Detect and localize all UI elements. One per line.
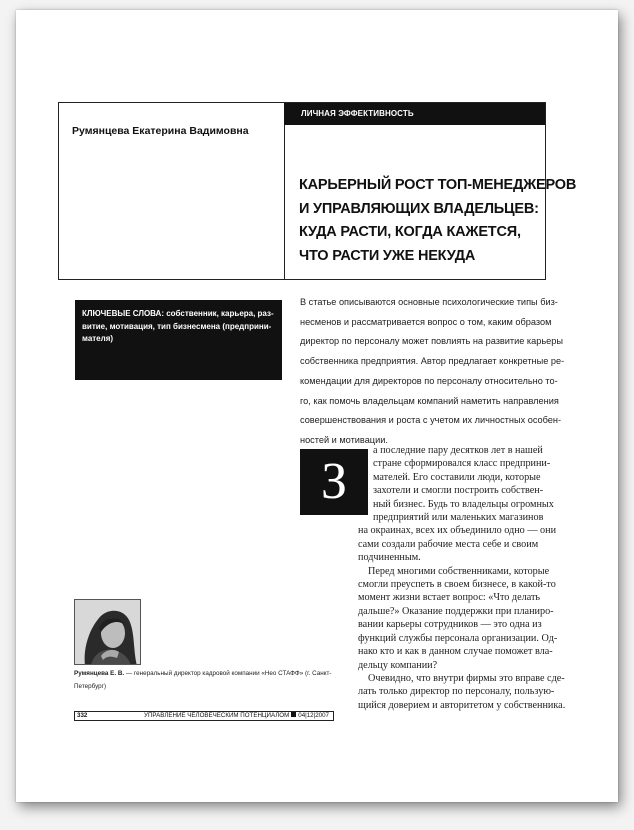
body-line: Перед многими собственниками, которые bbox=[368, 565, 550, 577]
magazine-title: УПРАВЛЕНИЕ ЧЕЛОВЕЧЕСКИМ ПОТЕНЦИАЛОМ bbox=[144, 712, 290, 719]
author-caption bbox=[74, 667, 339, 693]
body-line: мателей. Его составили люди, которые bbox=[373, 471, 541, 483]
body-line: функций службы персонала организации. Од- bbox=[358, 632, 558, 644]
abstract-line: ностей и мотивации. bbox=[300, 434, 388, 445]
body-line: подчиненным. bbox=[358, 552, 421, 564]
abstract-line: го, как помочь владельцам компаний наметить направления bbox=[300, 395, 559, 406]
body-line: вании карьеры сотрудников — это одна из bbox=[358, 619, 542, 631]
title-line: ЧТО РАСТИ УЖЕ НЕКУДА bbox=[299, 247, 476, 264]
square-bullet-icon bbox=[291, 712, 296, 717]
title-line: И УПРАВЛЯЮЩИХ ВЛАДЕЛЬЦЕВ: bbox=[299, 200, 539, 217]
caption-name: Румянцева Е. В. bbox=[74, 670, 125, 677]
author-photo bbox=[74, 599, 141, 665]
abstract-line: комендации для директоров по персоналу относительно то- bbox=[300, 375, 558, 386]
title-line: КУДА РАСТИ, КОГДА КАЖЕТСЯ, bbox=[299, 224, 521, 240]
abstract bbox=[300, 293, 565, 451]
portrait-image bbox=[75, 600, 141, 665]
page-number: 332 bbox=[77, 712, 88, 719]
article-title bbox=[299, 174, 576, 268]
body-line: предприятий или маленьких магазинов bbox=[373, 512, 544, 524]
abstract-line: В статье описываются основные психологические типы биз- bbox=[300, 297, 558, 307]
magazine-info bbox=[144, 712, 329, 720]
body-line: сами создали рабочие места себе и своим bbox=[358, 538, 539, 550]
body-line: дальше?» Оказание поддержки при планиро- bbox=[358, 605, 554, 617]
keywords-line: КЛЮЧЕВЫЕ СЛОВА: собственник, карьера, раз- bbox=[82, 309, 274, 318]
body-line: лать только директор по персоналу, пользую- bbox=[358, 686, 555, 698]
body-line: стране сформировался класс предприни- bbox=[373, 458, 551, 470]
body-line: Очевидно, что внутри фирмы это вправе сде- bbox=[368, 672, 565, 684]
author-name: Румянцева Екатерина Вадимовна bbox=[72, 125, 249, 137]
body-line: дельцу компании? bbox=[358, 659, 438, 671]
body-line: а последние пару десятков лет в нашей bbox=[373, 445, 543, 456]
issue-number: 04|12|2007 bbox=[298, 712, 329, 719]
keywords-box bbox=[75, 300, 282, 380]
caption-text: — генеральный директор кадровой компании «Нео СТАФФ» (г. Санкт-Петербург) bbox=[74, 670, 332, 690]
abstract-line: несменов и рассматривается вопрос о том, каким образом bbox=[300, 316, 552, 327]
body-line: ный бизнес. Будь то владельцы огромных bbox=[373, 498, 554, 510]
body-line: захотели и смогли построить собствен- bbox=[373, 485, 544, 497]
page-footer bbox=[74, 711, 334, 721]
abstract-line: директор по персоналу может повлиять на развитие карьеры bbox=[300, 336, 563, 347]
body-line: щийся доверием и авторитетом у собственника. bbox=[358, 699, 566, 711]
header-divider bbox=[284, 103, 285, 279]
drop-cap: З bbox=[300, 449, 368, 515]
body-line: момент жизни встает вопрос: «Что делать bbox=[358, 592, 541, 604]
body-line: смогли преуспеть в своем бизнесе, в какой-то bbox=[358, 579, 556, 591]
body-line: нако кто и как в данном случае поможет вла- bbox=[358, 646, 553, 658]
abstract-line: совершенствования и роста с учетом их личностных особен- bbox=[300, 415, 562, 426]
keywords-line: мателя) bbox=[82, 334, 114, 343]
title-line: КАРЬЕРНЫЙ РОСТ ТОП-МЕНЕДЖЕРОВ bbox=[299, 177, 577, 193]
abstract-line: собственника предприятия. Автор предлагает конкретные ре- bbox=[300, 356, 565, 367]
article-body bbox=[300, 444, 566, 712]
section-label: ЛИЧНАЯ ЭФФЕКТИВНОСТЬ bbox=[284, 103, 545, 125]
keywords-line: витие, мотивация, тип бизнесмена (предприни- bbox=[82, 321, 272, 331]
body-line: на окраинах, всех их объединило одно — они bbox=[358, 525, 557, 537]
